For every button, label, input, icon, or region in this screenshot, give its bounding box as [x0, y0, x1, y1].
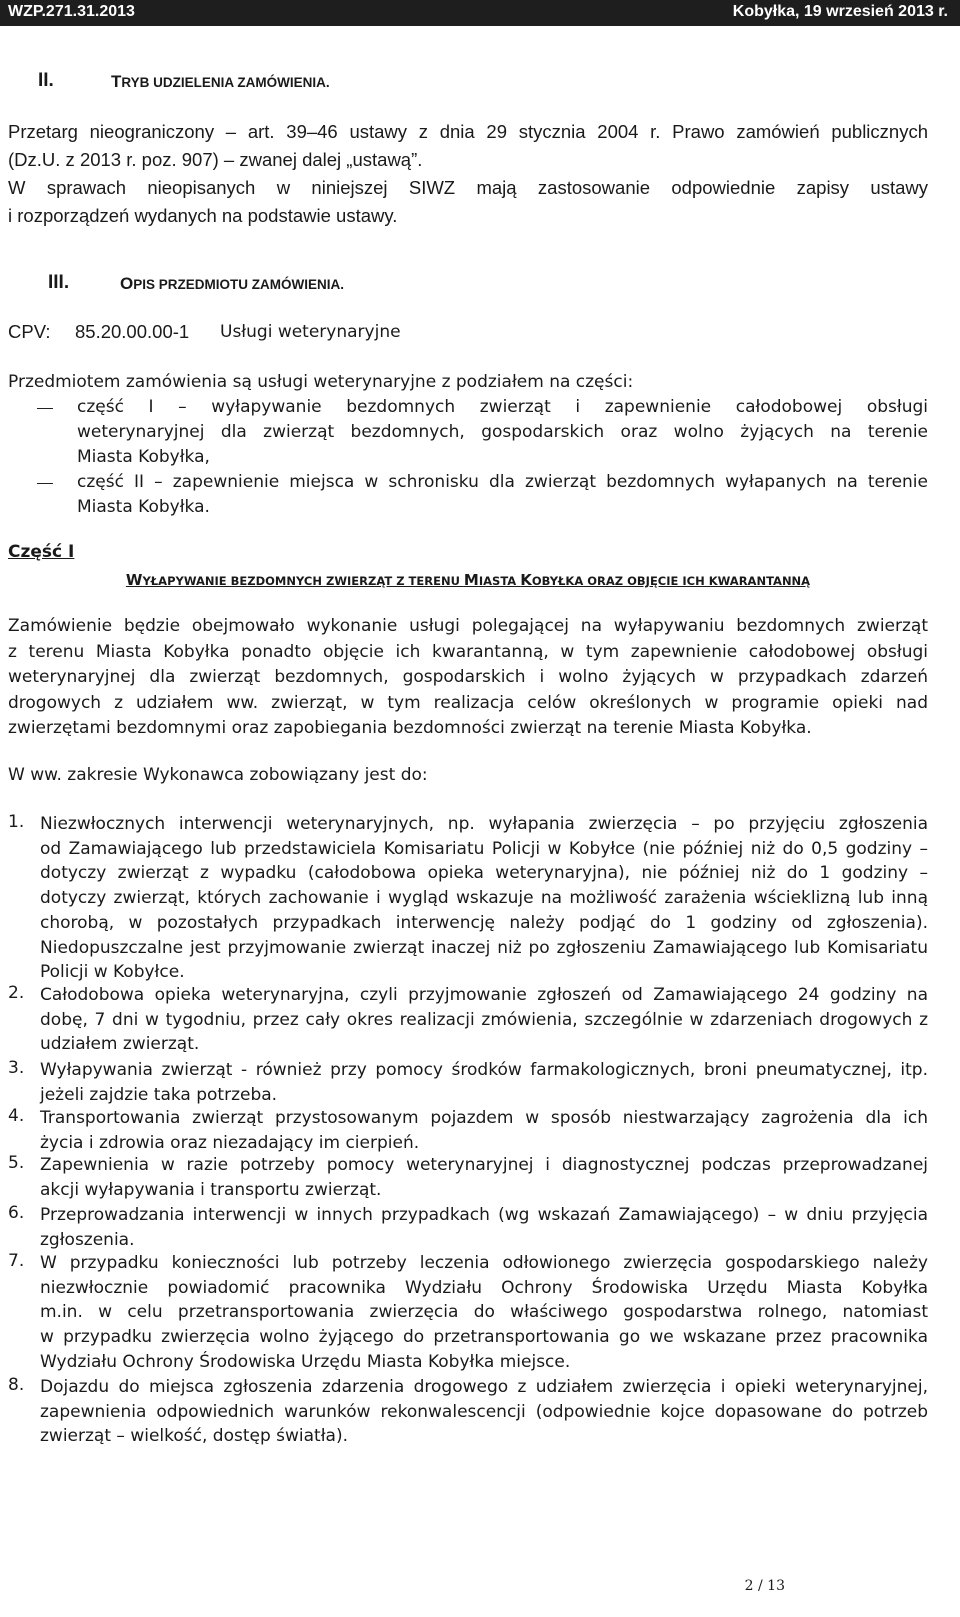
duty-line: zwierząt – wielkość, dostęp światła).: [40, 1426, 348, 1447]
duty-line: dotyczy zwierząt z wypadku (całodobowa opieka weterynaryjna), nie później niż do 1 godziny –: [40, 863, 928, 884]
scope-intro: W ww. zakresie Wykonawca zobowiązany jest do:: [8, 765, 428, 785]
document-header: [0, 0, 960, 26]
duty-line: od Zamawiającego lub przedstawiciela Komisariatu Policji w Kobyłce (nie później niż do 0,5 godziny –: [40, 838, 928, 859]
duty-line: Przeprowadzania interwencji w innych przypadkach (wg wskazań Zamawiającego) – w dniu przyjęcia: [40, 1205, 928, 1225]
duty-line: Wydziału Ochrony Środowiska Urzędu Miasta Kobyłka miejsce.: [40, 1351, 571, 1372]
duty-number: 5.: [8, 1153, 25, 1173]
part-1-desc-line: z terenu Miasta Kobyłka ponadto objęcie ich kwarantanną, w tym zapewnienie całodobowej obsługi: [8, 641, 928, 662]
part-1-desc-line: drogowych z udziałem ww. zwierząt, w tym realizacja celów określonych w programie opieki nad: [8, 692, 928, 713]
duty-number: 6.: [8, 1203, 25, 1223]
part-1-desc-line: Zamówienie będzie obejmowało wykonanie usługi polegającej na wyłapywaniu bezdomnych zwierząt: [8, 616, 928, 636]
document-date: Kobyłka, 19 wrzesień 2013 r.: [732, 3, 948, 20]
document-reference: WZP.271.31.2013: [8, 3, 135, 20]
duty-line: życia i zdrowia oraz niezadający im cierpień.: [40, 1132, 420, 1153]
section-2-heading: [38, 70, 330, 92]
duty-item: [40, 1106, 928, 1155]
subject-intro: Przedmiotem zamówienia są usługi weterynaryjne z podziałem na części:: [8, 372, 634, 392]
duty-item: [40, 1153, 928, 1202]
section-2-title: RYB UDZIELENIA ZAMÓWIENIA.: [121, 75, 330, 90]
duty-item: [40, 1375, 928, 1449]
list-bullet-dash: [37, 483, 53, 484]
duty-line: Całodobowa opieka weterynaryjna, czyli przyjmowanie zgłoszeń od Zamawiającego 24 godziny na: [40, 985, 928, 1005]
parts-list-item-2: [77, 470, 928, 520]
section-2-line-1: Przetarg nieograniczony – art. 39–46 ustawy z dnia 29 stycznia 2004 r. Prawo zamówień publicznych: [8, 121, 928, 142]
section-3-number: III.: [48, 272, 70, 293]
part-1-line-2: weterynaryjnej dla zwierząt bezdomnych, gospodarskich oraz wolno żyjących na terenie: [77, 422, 928, 442]
cpv-row: [8, 318, 51, 346]
duty-line: jeżeli zajdzie taka potrzeba.: [40, 1084, 278, 1105]
list-bullet-dash: [37, 408, 53, 409]
part-1-desc-line: weterynaryjnej dla zwierząt bezdomnych, gospodarskich i wolno żyjących w przypadkach zdarzeń: [8, 667, 928, 687]
duty-line: chorobą, w pozostałych przypadkach interwencję należy podjąć do 1 godziny od zgłoszenia).: [40, 912, 928, 933]
duty-number: 8.: [8, 1375, 25, 1395]
part-1-title: Część I: [8, 542, 75, 562]
duty-line: Dojazdu do miejsca zgłoszenia zdarzenia drogowego z udziałem zwierzęcia i opieki weterynaryjnej,: [40, 1377, 928, 1397]
duty-number: 4.: [8, 1106, 25, 1126]
section-2-title-initial: T: [111, 72, 122, 91]
duty-line: udziałem zwierząt.: [40, 1034, 200, 1055]
duty-line: akcji wyłapywania i transportu zwierząt.: [40, 1179, 382, 1200]
section-3-title-initial: O: [120, 274, 134, 293]
page-number: 2 / 13: [744, 1578, 785, 1594]
duty-line: w przypadku zwierzęcia wolno żyjącego do przetransportowania go we wskazane przez pracownika: [40, 1327, 928, 1348]
duty-line: Zapewnienia w razie potrzeby pomocy weterynaryjnej i diagnostycznej podczas przeprowadzanej: [40, 1155, 928, 1175]
duty-line: zapewnienia odpowiednich warunków rekonwalescencji (odpowiednie kojce dopasowane do potrzeb: [40, 1401, 928, 1422]
duty-item: [40, 812, 928, 985]
duty-line: Wyłapywania zwierząt - również przy pomocy środków farmakologicznych, broni pneumatycznej, itp.: [40, 1060, 928, 1080]
section-3-title: PIS PRZEDMIOTU ZAMÓWIENIA.: [133, 277, 344, 292]
part-2-line-1: część II – zapewnienie miejsca w schronisku dla zwierząt bezdomnych wyłapanych na terenie: [77, 472, 928, 492]
duty-line: m.in. w celu przetransportowania zwierzęcia do właściwego gospodarstwa rolnego, natomiast: [40, 1302, 928, 1323]
duty-line: Niedopuszczalne jest przyjmowanie zwierząt inaczej niż po zgłoszeniu Zamawiającego lub Komisariatu: [40, 937, 928, 958]
duty-line: Policji w Kobyłce.: [40, 962, 185, 983]
part-1-description: [8, 614, 928, 742]
part-1-desc-line: zwierzętami bezdomnymi oraz zapobiegania bezdomności zwierząt na terenie Miasta Kobyłka.: [8, 718, 812, 738]
duty-item: [40, 1058, 928, 1107]
parts-list-item-1: [77, 395, 928, 470]
duty-item: [40, 983, 928, 1057]
section-3-heading: [48, 272, 344, 294]
duty-line: W przypadku konieczności lub potrzeby leczenia odłowionego zwierzęcia gospodarskiego należy: [40, 1253, 928, 1273]
duty-line: dobę, 7 dni w tygodniu, przez cały okres realizacji zmówienia, szczególnie w zdarzeniach drogowych z: [40, 1009, 928, 1030]
duty-line: Niezwłocznych interwencji weterynaryjnych, np. wyłapania zwierzęcia – po przyjęciu zgłoszenia: [40, 814, 928, 834]
part-2-line-2: Miasta Kobyłka.: [77, 497, 210, 517]
duty-line: niezwłocznie powiadomić pracownika Wydziału Ochrony Środowiska Urzędu Miasta Kobyłka: [40, 1277, 928, 1298]
section-2-number: II.: [38, 70, 54, 91]
section-2-line-2: (Dz.U. z 2013 r. poz. 907) – zwanej dalej „ustawą”.: [8, 149, 423, 170]
duty-number: 2.: [8, 983, 25, 1003]
duty-number: 3.: [8, 1058, 25, 1078]
section-2-text: [8, 118, 928, 230]
duty-item: [40, 1251, 928, 1375]
duty-line: Transportowania zwierząt przystosowanym pojazdem w sposób niestwarzający zagrożenia dla ich: [40, 1108, 928, 1128]
section-2-line-4: i rozporządzeń wydanych na podstawie ustawy.: [8, 205, 398, 226]
duty-item: [40, 1203, 928, 1252]
duty-number: 1.: [8, 812, 25, 832]
cpv-code: 85.20.00.00-1: [75, 321, 190, 342]
duty-line: zgłoszenia.: [40, 1229, 135, 1250]
duty-line: dotyczy zwierząt, których zachowanie i wygląd wskazuje na możliwość zarażenia wścieklizną lub inną: [40, 888, 928, 909]
cpv-label: CPV:: [8, 321, 51, 342]
duty-number: 7.: [8, 1251, 25, 1271]
part-1-line-1: część I – wyłapywanie bezdomnych zwierząt i zapewnienie całodobowej obsługi: [77, 397, 928, 417]
section-2-line-3: W sprawach nieopisanych w niniejszej SIWZ mają zastosowanie odpowiednie zapisy ustawy: [8, 177, 928, 198]
part-1-line-3: Miasta Kobyłka,: [77, 447, 210, 467]
cpv-description: Usługi weterynaryjne: [220, 322, 401, 342]
part-1-subtitle: WYŁAPYWANIE BEZDOMNYCH ZWIERZĄT Z TERENU MIASTA KOBYŁKA ORAZ OBJĘCIE ICH KWARANTANNĄ: [125, 571, 811, 589]
